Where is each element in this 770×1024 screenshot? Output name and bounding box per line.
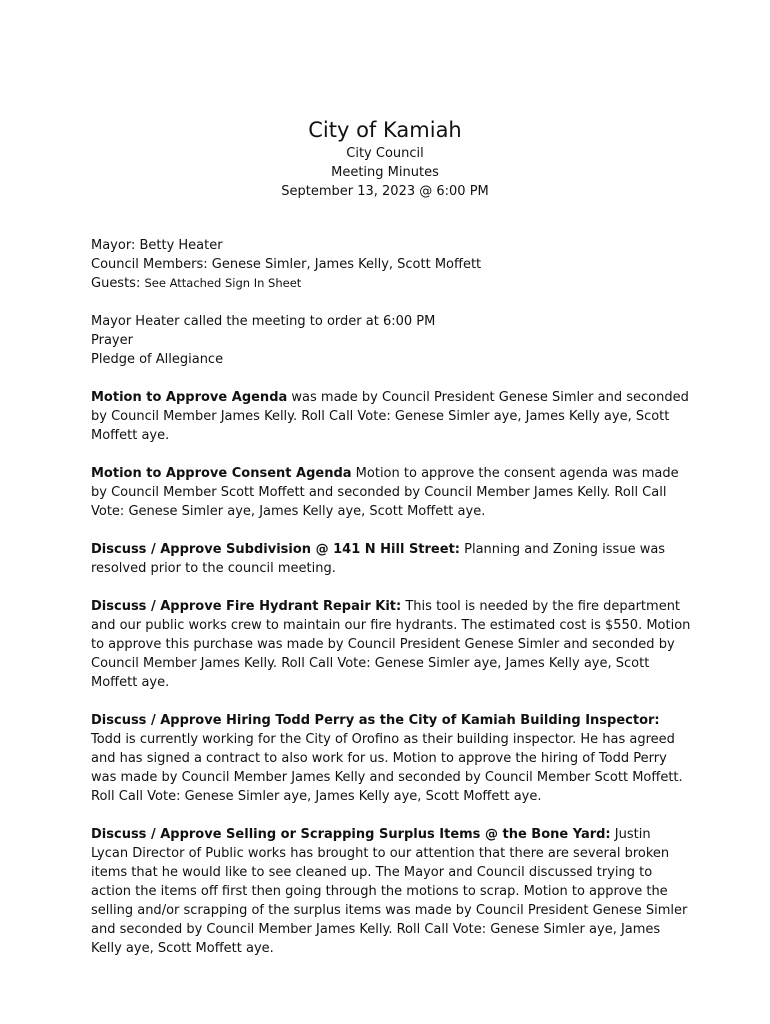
mayor-line: Mayor: Betty Heater	[91, 238, 223, 253]
prayer-line: Prayer	[91, 333, 133, 348]
council-members-line: Council Members: Genese Simler, James Kelly, Scott Moffett	[91, 257, 482, 272]
agenda-item-text: Todd is currently working for the City of Orofino as their building inspector. He has agreed and has signed a contract to also work for us. Motion to approve the hiring of Todd Perry was made by Council Member James Kelly and seconded by Council Member Scott Moffett. Roll Call Vote: Genese Simler aye, James Kelly aye, Scott Moffett aye.	[91, 732, 683, 804]
call-to-order-line: Mayor Heater called the meeting to order at 6:00 PM	[91, 314, 436, 329]
agenda-item-heading: Discuss / Approve Fire Hydrant Repair Kit:	[91, 599, 402, 614]
agenda-item-heading: Discuss / Approve Hiring Todd Perry as the City of Kamiah Building Inspector:	[91, 713, 660, 728]
agenda-item-heading: Discuss / Approve Selling or Scrapping Surplus Items @ the Bone Yard:	[91, 827, 611, 842]
guests-value: See Attached Sign In Sheet	[144, 276, 302, 290]
agenda-item	[91, 711, 691, 806]
agenda-item-text: Planning and Zoning issue was resolved prior to the council meeting.	[91, 542, 666, 576]
meeting-date-time: September 13, 2023 @ 6:00 PM	[281, 184, 489, 199]
guests-line	[91, 274, 691, 293]
agenda-item	[91, 825, 691, 958]
agenda-item	[91, 540, 691, 578]
agenda-item	[91, 388, 691, 445]
guests-label: Guests:	[91, 276, 141, 291]
pledge-line: Pledge of Allegiance	[91, 352, 224, 367]
document-subtitle: City Council	[346, 146, 424, 161]
document-header	[0, 116, 770, 201]
agenda-item-heading: Motion to Approve Agenda	[91, 390, 288, 405]
document-body	[91, 236, 691, 958]
agenda-item-text: Justin Lycan Director of Public works has brought to our attention that there are several broken items that he would like to see cleaned up. The Mayor and Council discussed trying to action the items off first then going through the motions to scrap. Motion to approve the selling and/or scrapping of the surplus items was made by Council President Genese Simler and seconded by Council Member James Kelly. Roll Call Vote: Genese Simler aye, James Kelly aye, Scott Moffett aye.	[91, 827, 688, 956]
document-type: Meeting Minutes	[331, 165, 439, 180]
agenda-item	[91, 597, 691, 692]
agenda-item	[91, 464, 691, 521]
document-title: City of Kamiah	[308, 118, 462, 142]
agenda-item-text: Motion to approve the consent agenda was made by Council Member Scott Moffett and seconded by Council Member James Kelly. Roll Call Vote: Genese Simler aye, James Kelly aye, Scott Moffett aye.	[91, 466, 679, 519]
agenda-item-heading: Discuss / Approve Subdivision @ 141 N Hill Street:	[91, 542, 460, 557]
agenda-item-text: This tool is needed by the fire department and our public works crew to maintain our fire hydrants. The estimated cost is $550. Motion to approve this purchase was made by Council President Genese Simler and seconded by Council Member James Kelly. Roll Call Vote: Genese Simler aye, James Kelly aye, Scott Moffett aye.	[91, 599, 691, 690]
agenda-item-heading: Motion to Approve Consent Agenda	[91, 466, 352, 481]
agenda-item-text: was made by Council President Genese Simler and seconded by Council Member James Kelly. Roll Call Vote: Genese Simler aye, James Kelly aye, Scott Moffett aye.	[91, 390, 689, 443]
